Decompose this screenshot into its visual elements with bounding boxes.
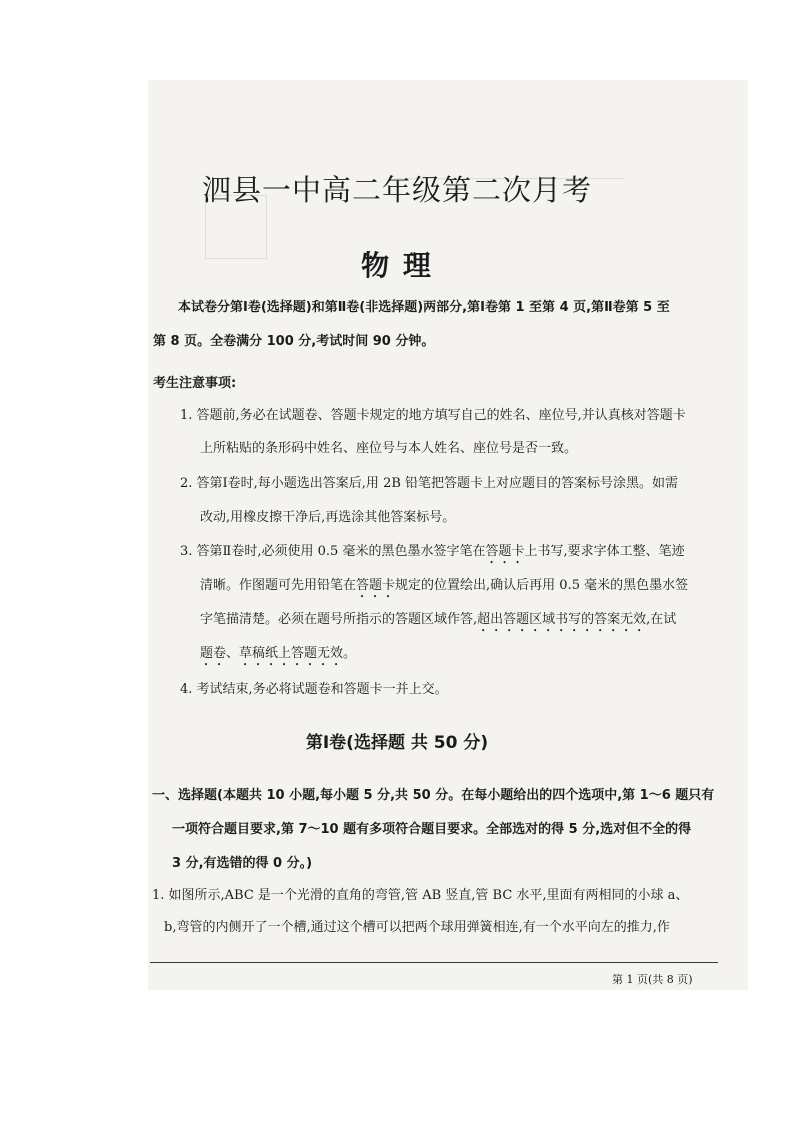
- notice-item-3-line-4: [200, 642, 356, 669]
- notice-item-3-line-3-c: ,在试: [646, 612, 677, 627]
- notice-item-1-line-1: 1. 答题前,务必在试题卷、答题卡规定的地方填写自己的姓名、座位号,并认真核对答题卡: [180, 408, 686, 423]
- page-title: 泗县一中高二年级第二次月考: [201, 173, 592, 207]
- notice-item-3-line-2: [200, 574, 688, 601]
- notice-item-2-line-1: 2. 答第Ⅰ卷时,每小题选出答案后,用 2B 铅笔把答题卡上对应题目的答案标号涂黑。如需: [180, 476, 679, 491]
- notice-item-4: 4. 考试结束,务必将试题卷和答题卡一并上交。: [180, 682, 448, 697]
- notice-item-3-line-1: [180, 540, 685, 567]
- notice-item-2-line-2: 改动,用橡皮擦干净后,再选涂其他答案标号。: [200, 510, 456, 525]
- notice-item-3-line-2-c: 规定的位置绘出,确认后再用 0.5 毫米的黑色墨水签: [395, 578, 689, 593]
- intro-line-2: 第 8 页。全卷满分 100 分,考试时间 90 分钟。: [153, 334, 435, 349]
- question-1-line-2: b,弯管的内侧开了一个槽,通过这个槽可以把两个球用弹簧相连,有一个水平向左的推力,作: [164, 920, 670, 935]
- section-instructions-line-1: 一、选择题(本题共 10 小题,每小题 5 分,共 50 分。在每小题给出的四个选项中,第 1～6 题只有: [152, 788, 715, 803]
- notice-item-3-line-2-a: 清晰。作图题可先用铅笔在: [200, 578, 357, 593]
- notice-item-1-line-2: 上所粘贴的条形码中姓名、座位号与本人姓名、座位号是否一致。: [200, 441, 578, 456]
- emphasis-answer-card: 答题卡: [356, 578, 396, 593]
- section-title: 第Ⅰ卷(选择题 共 50 分): [305, 733, 489, 753]
- emphasis-invalid-answers: 超出答题区域书写的答案无效: [477, 612, 647, 627]
- footer-divider: [150, 962, 718, 963]
- notice-item-3-line-3-a: 字笔描清楚。必须在题号所指示的答题区域作答,: [200, 612, 478, 627]
- page-number: 第 1 页(共 8 页): [612, 973, 693, 986]
- section-instructions-line-2: 一项符合题目要求,第 7～10 题有多项符合题目要求。全部选对的得 5 分,选对但不全的得: [172, 822, 692, 837]
- notice-item-3-line-1-c: 上书写,要求字体工整、笔迹: [524, 544, 685, 559]
- question-1-line-1: 1. 如图所示,ABC 是一个光滑的直角的弯管,管 AB 竖直,管 BC 水平,里面有两相同的小球 a、: [152, 888, 689, 903]
- intro-line-1: 本试卷分第Ⅰ卷(选择题)和第Ⅱ卷(非选择题)两部分,第Ⅰ卷第 1 至第 4 页,第Ⅱ卷第 5 至: [178, 300, 670, 315]
- notice-item-3-line-3: [200, 608, 676, 635]
- emphasis-draft-invalid: 题卷、草稿纸上答题无效: [200, 646, 344, 661]
- section-instructions-line-3: 3 分,有选错的得 0 分。): [172, 856, 313, 871]
- emphasis-answer-card: 答题卡: [485, 544, 525, 559]
- notice-heading: 考生注意事项:: [153, 376, 237, 391]
- notice-item-3-line-1-a: 3. 答第Ⅱ卷时,必须使用 0.5 毫米的黑色墨水签字笔在: [180, 544, 486, 559]
- notice-item-3-line-4-b: 。: [343, 646, 357, 661]
- subject-heading: 物 理: [361, 249, 433, 282]
